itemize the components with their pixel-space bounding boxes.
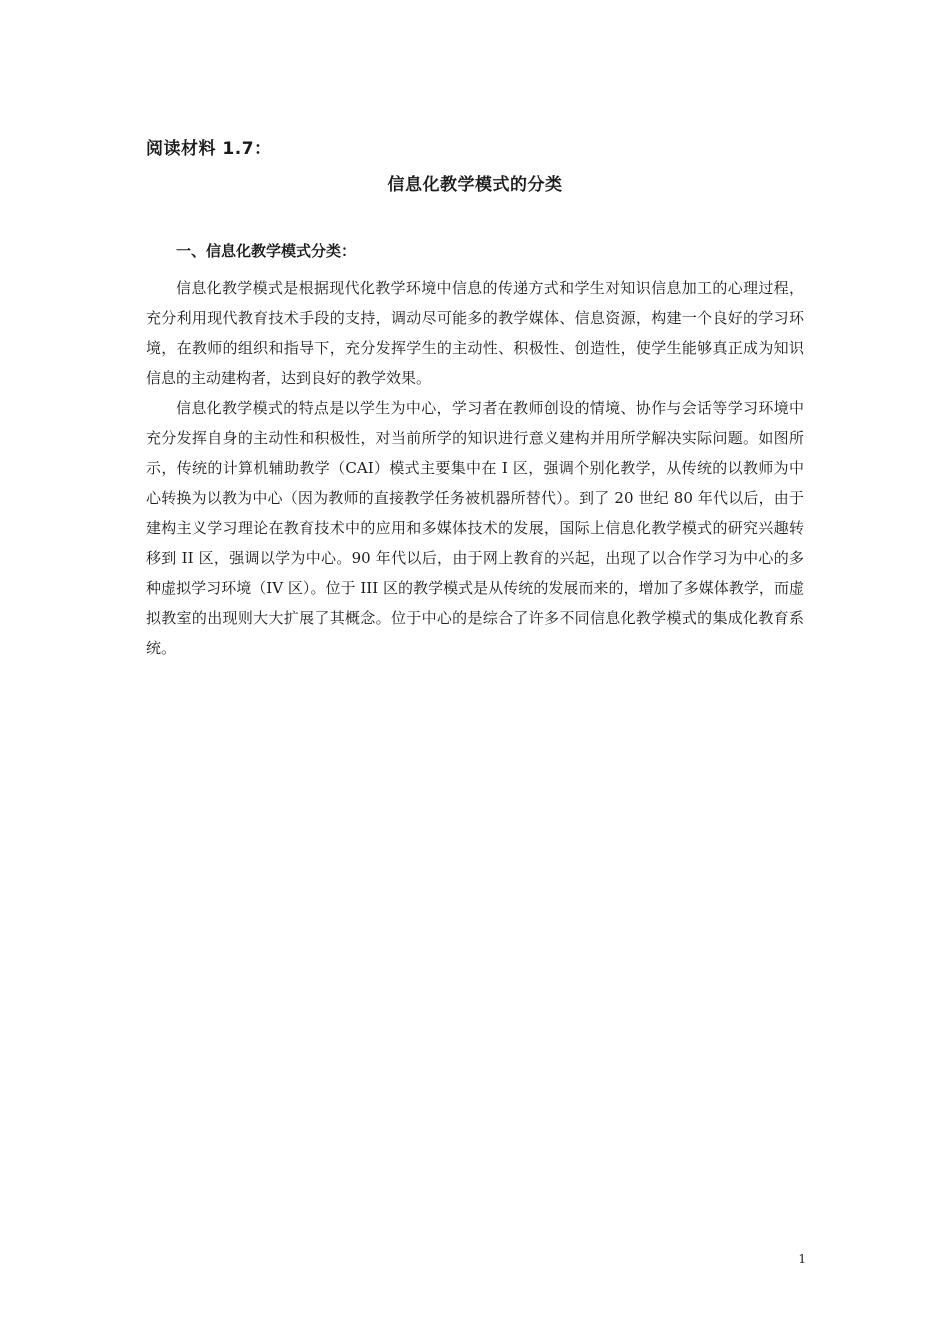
section-heading: 一、信息化教学模式分类：	[176, 242, 357, 260]
document-body	[146, 273, 804, 663]
document-title: 信息化教学模式的分类	[387, 175, 563, 195]
paragraph-1: 信息化教学模式是根据现代化教学环境中信息的传递方式和学生对知识信息加工的心理过程，充分利用现代教育技术手段的支持，调动尽可能多的教学媒体、信息资源，构建一个良好的学习环境，在教师的组织和指导下，充分发挥学生的主动性、积极性、创造性，使学生能够真正成为知识信息的主动建构者，达到良好的教学效果。	[146, 279, 804, 387]
paragraph-2: 信息化教学模式的特点是以学生为中心，学习者在教师创设的情境、协作与会话等学习环境中充分发挥自身的主动性和积极性，对当前所学的知识进行意义建构并用所学解决实际问题。如图所示，传统的计算机辅助教学（CAI）模式主要集中在 I 区，强调个别化教学，从传统的以教师为中心转换为以教为中心（因为教师的直接教学任务被机器所替代）。到了 20 世纪 80 年代以后，由于建构主义学习理论在教育技术中的应用和多媒体技术的发展，国际上信息化教学模式的研究兴趣转移到 II 区，强调以学为中心。90 年代以后，由于网上教育的兴起，出现了以合作学习为中心的多种虚拟学习环境（IV 区）。位于 III 区的教学模式是从传统的发展而来的，增加了多媒体教学，而虚拟教室的出现则大大扩展了其概念。位于中心的是综合了许多不同信息化教学模式的集成化教育系统。	[146, 399, 804, 657]
reading-material-label: 阅读材料 1.7：	[146, 139, 272, 159]
page-number: 1	[798, 1252, 806, 1266]
